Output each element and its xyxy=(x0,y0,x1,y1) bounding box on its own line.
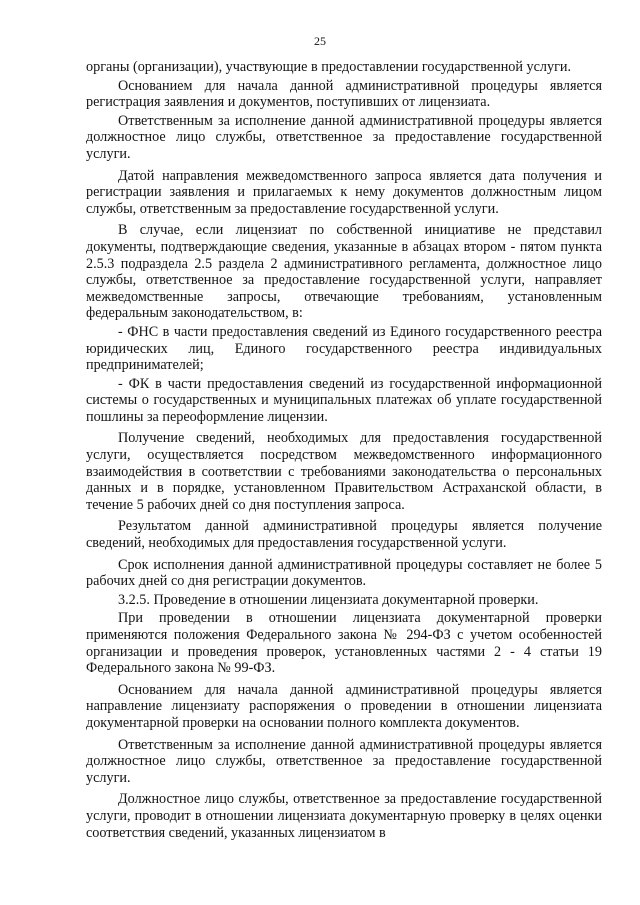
paragraph-12: Должностное лицо службы, ответственное за предоставление государственной услуги, проводит в отношении лицензиата документарную проверку в целях оценки соответствия сведений, указанных лицензиатом в xyxy=(86,791,602,841)
paragraph-5: В случае, если лицензиат по собственной инициативе не представил документы, подтверждающие сведения, указанные в абзацах втором - пятом пункта 2.5.3 подраздела 2.5 раздела 2 административного регламента, должностное лицо службы, ответственное за предоставление государственной услуги, направляет межведомственные запросы, отвечающие требованиям, установленным федеральным законодательством, в: xyxy=(86,222,602,322)
paragraph-8: Срок исполнения данной административной процедуры составляет не более 5 рабочих дней со дня регистрации документов. xyxy=(86,556,602,590)
paragraph-7: Результатом данной административной процедуры является получение сведений, необходимых для предоставления государственной услуги. xyxy=(86,518,602,552)
document-body xyxy=(86,59,602,846)
paragraph-11: Ответственным за исполнение данной административной процедуры является должностное лицо службы, ответственное за предоставление государственной услуги. xyxy=(86,736,602,786)
paragraph-1: органы (организации), участвующие в предоставлении государственной услуги. xyxy=(86,59,572,75)
paragraph-3: Ответственным за исполнение данной административной процедуры является должностное лицо службы, ответственное за предоставление государственной услуги. xyxy=(86,112,602,162)
paragraph-6: Получение сведений, необходимых для предоставления государственной услуги, осуществляется посредством межведомственного информационного взаимодействия в соответствии с требованиями законодательства о персональных данных и в порядке, установленном Правительством Астраханской области, в течение 5 рабочих дней со дня поступления запроса. xyxy=(86,430,602,513)
paragraph-9: При проведении в отношении лицензиата документарной проверки применяются положения Федерального закона № 294-ФЗ с учетом особенностей организации и проведения проверок, установленных частями 2 - 4 статьи 19 Федерального закона № 99-ФЗ. xyxy=(86,610,602,677)
paragraph-2: Основанием для начала данной административной процедуры является регистрация заявления и документов, поступивших от лицензиата. xyxy=(86,77,602,111)
section-heading-3-2-5: 3.2.5. Проведение в отношении лицензиата документарной проверки. xyxy=(118,591,539,608)
page-number: 25 xyxy=(314,34,326,48)
list-item-fk: - ФК в части предоставления сведений из государственной информационной системы о государственных и муниципальных платежах об уплате государственной пошлины за переоформление лицензии. xyxy=(86,375,602,425)
list-item-fns: - ФНС в части предоставления сведений из Единого государственного реестра юридических лиц, Единого государственного реестра индивидуальных предпринимателей; xyxy=(86,323,602,374)
paragraph-4: Датой направления межведомственного запроса является дата получения и регистрации заявления и прилагаемых к нему документов должностным лицом службы, ответственным за предоставление государственной услуги. xyxy=(86,167,602,217)
paragraph-10: Основанием для начала данной административной процедуры является направление лицензиату распоряжения о проведении в отношении лицензиата документарной проверки на основании полного комплекта документов. xyxy=(86,681,602,731)
